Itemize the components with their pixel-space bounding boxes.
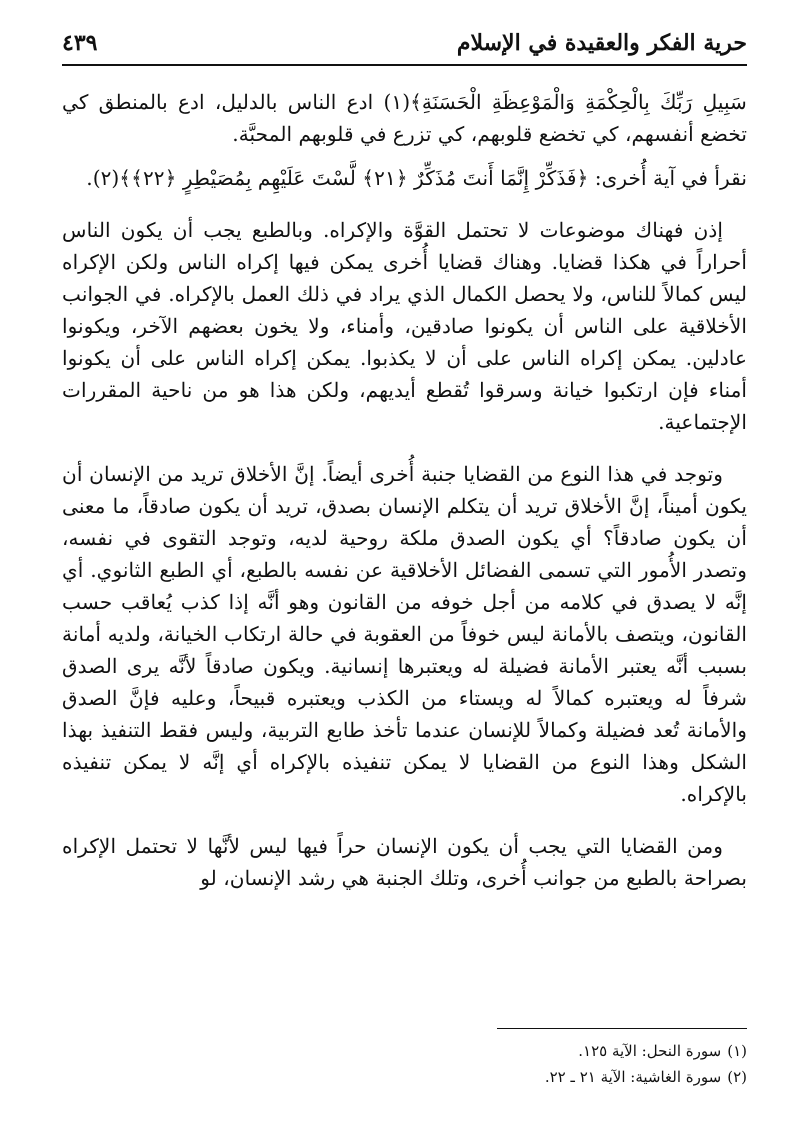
- running-header: [62, 26, 747, 64]
- paragraph-continuation: سَبِيلِ رَبِّكَ بِالْحِكْمَةِ وَالْمَوْعِظَةِ الْحَسَنَةِ﴾(١) ادع الناس بالدليل، ادع بالمنطق كي تخضع أنفسهم، كي تخضع قلوبهم، كي تزرع في قلوبهم المحبَّة.: [62, 90, 747, 146]
- book-title: حرية الفكر والعقيدة في الإسلام: [456, 30, 747, 56]
- footnotes: [62, 1038, 747, 1090]
- main-text: [62, 86, 747, 906]
- paragraph-quran-quote: نقرأ في آية أُخرى: ﴿فَذَكِّرْ إِنَّمَا أَنتَ مُذَكِّرٌ ﴿٢١﴾ لَّسْتَ عَلَيْهِم بِمُصَيْطِرٍ ﴿٢٢﴾﴾(٢).: [86, 166, 747, 190]
- footnote-number: (٢): [727, 1068, 747, 1086]
- paragraph: إذن فهناك موضوعات لا تحتمل القوَّة والإكراه. وبالطبع يجب أن يكون الناس أحراراً في هكذا قضايا. وهناك قضايا أُخرى يمكن فيها إكراه الناس ولكن الإكراه ليس كمالاً للناس، ولا يحصل الكمال الذي يراد في ذلك العمل بالإكراه. في الجوانب الأخلاقية على الناس أن يكونوا صادقين، وأمناء، ولا يخون بعضهم الآخر، ويكونوا عادلين. يمكن إكراه الناس على أن لا يكذبوا. يمكن إكراه الناس على أن يكونوا أمناء فإن ارتكبوا خيانة وسرقوا تُقطع أيديهم، ولكن هذا هو من ناحية المقررات الإجتماعية.: [62, 218, 747, 434]
- footnote-text: سورة النحل: الآية ١٢٥.: [578, 1042, 722, 1060]
- footnote-text: سورة الغاشية: الآية ٢١ ـ ٢٢.: [544, 1068, 722, 1086]
- page-number: ٤٣٩: [62, 30, 98, 56]
- footnote-number: (١): [727, 1042, 747, 1060]
- footnote-rule: [497, 1028, 747, 1029]
- header-rule: [62, 64, 747, 66]
- paragraph: وتوجد في هذا النوع من القضايا جنبة أُخرى أيضاً. إنَّ الأخلاق تريد من الإنسان أن يكون أميناً، إنَّ الأخلاق تريد أن يتكلم الإنسان بصدق، تريد أن يكون صادقاً، ما معنى أن يكون صادقاً؟ أي يكون الصدق ملكة روحية لديه، وتوجد التقوى في نفسه، وتصدر الأُمور التي تسمى الفضائل الأخلاقية عن نفسه بالطبع، أي الطبع الثانوي. أي إنَّه لا يصدق في كلامه من أجل خوفه من القانون وهو أنَّه إذا كذب يُعاقب حسب القانون، ويتصف بالأمانة ليس خوفاً من العقوبة في حالة ارتكاب الخيانة، ولديه أمانة بسبب أنَّه يعتبر الأمانة فضيلة له ويعتبرها إنسانية. ويكون صادقاً لأنَّه يرى الصدق شرفاً له ويعتبره كمالاً له ويستاء من الكذب ويعتبره قبيحاً، وعليه فإنَّ الصدق والأمانة تُعد فضيلة وكمالاً للإنسان عندما تأخذ طابع التربية، وليس فقط التنفيذ بهذا الشكل وهذا النوع من القضايا لا يمكن تنفيذه بالإكراه أي إنَّه لا يمكن تنفيذه بالإكراه.: [62, 462, 747, 806]
- paragraph: ومن القضايا التي يجب أن يكون الإنسان حراً فيها ليس لأنَّها لا تحتمل الإكراه بصراحة بالطبع من جوانب أُخرى، وتلك الجنبة هي رشد الإنسان، لو: [62, 834, 747, 890]
- footnote: [62, 1038, 747, 1064]
- footnote: [62, 1064, 747, 1090]
